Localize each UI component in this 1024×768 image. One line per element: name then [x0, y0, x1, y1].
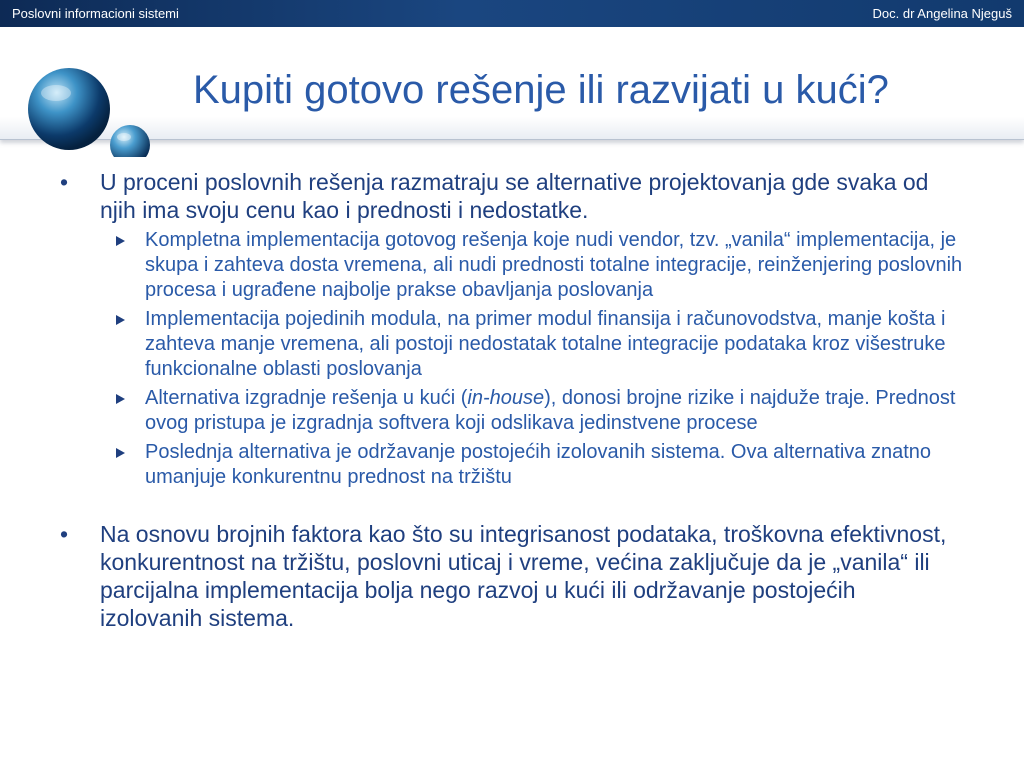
- top-banner: [0, 0, 1024, 27]
- in-house-term: in-house: [467, 387, 545, 409]
- sub-bullet-text-start: Alternativa izgradnje rešenja u kući (: [145, 387, 468, 409]
- slide-title: Kupiti gotovo rešenje ili razvijati u kući?: [193, 68, 889, 112]
- globe-logo-icon: [26, 67, 156, 157]
- sub-bullet-text: Poslednja alternativa je održavanje postojećih izolovanih sistema. Ova alternativa znatno umanjuje konkurentnu prednost na tržištu: [145, 441, 932, 488]
- sub-bullet-text: Implementacija pojedinih modula, na primer modul finansija i računovodstva, manje košta i zahteva manje vremena, ali postoji nedostatak totalne integracije podataka kroz višestruke funkcionalne oblasti poslovanja: [145, 308, 946, 380]
- sub-bullet-item: [0, 386, 1024, 436]
- arrow-bullet-icon: [116, 448, 125, 458]
- bullet-text: U proceni poslovnih rešenja razmatraju se alternative projektovanja gde svaka od njih ima svoju cenu kao i prednosti i nedostatke.: [100, 169, 929, 223]
- bullet-text: Na osnovu brojnih faktora kao što su integrisanost podataka, troškovna efektivnost, konkurentnost na tržištu, poslovni uticaj i vreme, većina zaključuje da je „vanila“ ili parcijalna implementacija bolja nego razvoj u kući ili održavanje postojećih izolovanih sistema.: [100, 521, 947, 631]
- arrow-bullet-icon: [116, 315, 125, 325]
- sub-bullet-item: [0, 307, 1024, 382]
- slide-body: [0, 168, 1024, 632]
- sub-bullet-item: [0, 440, 1024, 490]
- bullet-dot-icon: •: [60, 169, 69, 195]
- sub-bullet-text: Kompletna implementacija gotovog rešenja koje nudi vendor, tzv. „vanila“ implementacija, je skupa i zahteva dosta vremena, ali nudi prednosti totalne integracije, reinženjering poslovnih procesa i ugrađene najbolje prakse obavljanja poslovanja: [145, 229, 963, 301]
- sub-bullet-text-end: ), donosi brojne rizike i najduže traje. Prednost ovog pristupa je izgradnja softvera koji odslikava jedinstvene procese: [145, 387, 956, 434]
- course-name: Poslovni informacioni sistemi: [12, 6, 179, 21]
- arrow-bullet-icon: [116, 236, 125, 246]
- author-name: Doc. dr Angelina Njeguš: [872, 6, 1012, 21]
- sub-bullet-item: [0, 228, 1024, 303]
- arrow-bullet-icon: [116, 394, 125, 404]
- bullet-item: [0, 168, 1024, 224]
- bullet-item: [0, 520, 1024, 632]
- slide-header: [0, 27, 1024, 140]
- bullet-dot-icon: •: [60, 521, 69, 547]
